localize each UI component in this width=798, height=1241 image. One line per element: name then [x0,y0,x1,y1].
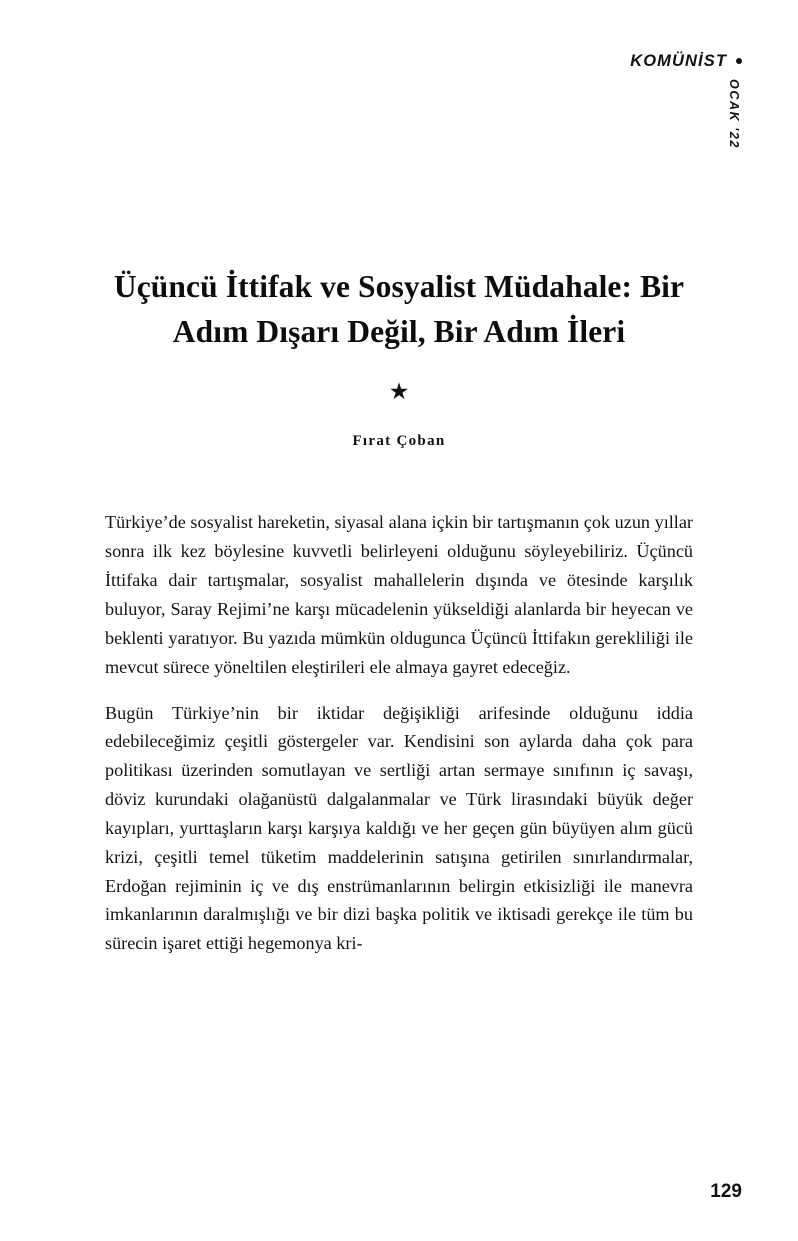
page-title: Üçüncü İttifak ve Sosyalist Müdahale: Bir Adım Dışarı Değil, Bir Adım İleri [113,269,685,349]
paragraph: Bugün Türkiye’nin bir iktidar değişikliği arifesinde olduğunu iddia edebileceğimiz çeşitli göstergeler var. Kendisini son aylarda daha çok para politikası üzerinden somutlayan ve sertliği artan sermaye sınıfının iç savaşı, döviz kurundaki olağanüstü dalgalanmalar ve Türk lirasındaki büyük değer kayıpları, yurttaşların karşı karşıya kaldığı ve her geçen gün büyüyen alım gücü krizi, çeşitli temel tüketim maddelerinin satışına getirilen sınırlandırmalar, Erdoğan rejiminin iç ve dış enstrümanlarının belirgin etkisizliği ile manevra imkanlarının daralmışlığı ve bir dizi başka politik ve iktisadi gerekçe ile tüm bu sürecin işaret ettiği hegemonya kri- [105,702,693,954]
page-number: 129 [710,1181,742,1202]
article-body [105,508,693,958]
bullet-dot-icon [736,58,742,64]
paragraph: Türkiye’de sosyalist hareketin, siyasal alana içkin bir tartışmanın çok uzun yıllar sonra ilk kez böylesine kuvvetli belirleyeni olduğunu söyleyebiliriz. Üçüncü İttifaka dair tartışmalar, sosyalist mahallelerin dışında ve ötesinde karşılık buluyor, Saray Rejimi’ne karşı mücadelenin yükseldiği alanlarda bir heyecan ve beklenti yaratıyor. Bu yazıda mümkün oldugunca Üçüncü İttifakın gerekliliği ile mevcut sürece yöneltilen eleştirileri ele almaya gayret edeceğiz. [105,512,693,677]
author-byline: Fırat Çoban [352,433,446,450]
running-head [630,52,742,154]
star-icon: ★ [388,379,410,405]
running-head-line [630,52,742,71]
article-container [105,265,693,958]
issue-date: OCAK '22 [727,79,741,149]
publication-title: KOMÜNİST [630,52,727,70]
